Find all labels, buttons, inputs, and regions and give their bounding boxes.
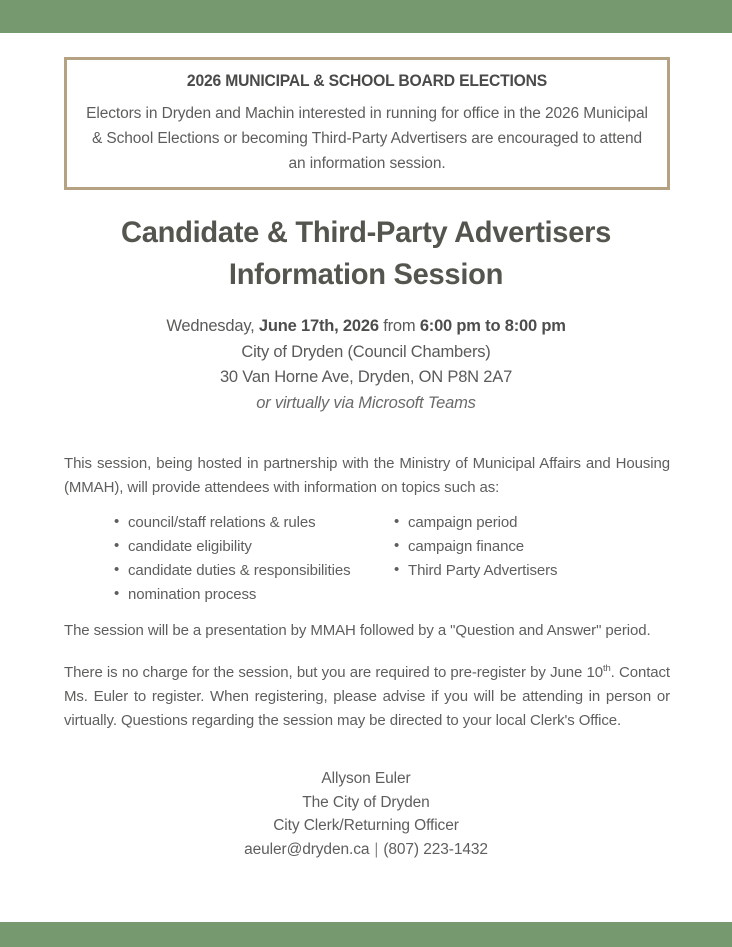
list-item: • candidate duties & responsibilities	[114, 559, 378, 583]
page-title	[50, 212, 682, 296]
bottom-accent-band	[0, 922, 732, 947]
topics-column-left	[64, 511, 378, 607]
list-item: • council/staff relations & rules	[114, 511, 378, 535]
registration-text-part-2: . Contact Ms. Euler to register. When registering, please advise if you will be attending in person or virtually. Questions regarding the session may be directed to your local Clerk's Office.	[64, 664, 670, 729]
event-date-prefix: Wednesday,	[166, 317, 255, 335]
contact-email[interactable]: aeuler@dryden.ca	[244, 840, 370, 858]
registration-paragraph	[64, 661, 670, 733]
event-venue: City of Dryden (Council Chambers)	[241, 342, 491, 361]
contact-separator: |	[374, 840, 379, 858]
registration-text-part-1: There is no charge for the session, but you are required to pre-register by June 10	[64, 664, 603, 681]
list-item: • campaign finance	[394, 535, 668, 559]
header-callout-body: Electors in Dryden and Machin interested in running for office in the 2026 Municipal & School Elections or becoming Third-Party Advertisers are encouraged to attend an information session.	[86, 105, 648, 172]
event-date-middle: from	[383, 317, 416, 335]
page-title-line-1: Candidate & Third-Party Advertisers	[120, 216, 612, 249]
header-callout-title: 2026 MUNICIPAL & SCHOOL BOARD ELECTIONS	[186, 72, 548, 90]
list-item: • candidate eligibility	[114, 535, 378, 559]
header-callout-box	[64, 57, 670, 190]
contact-signature-block	[40, 767, 692, 861]
body-content	[64, 452, 670, 733]
event-address: 30 Van Horne Ave, Dryden, ON P8N 2A7	[219, 368, 513, 386]
intro-paragraph: This session, being hosted in partnership with the Ministry of Municipal Affairs and Housing (MMAH), will provide attendees with information on topics such as:	[64, 455, 670, 496]
list-item: • nomination process	[114, 583, 378, 607]
session-format-paragraph: The session will be a presentation by MMAH followed by a "Question and Answer" period.	[64, 622, 651, 639]
event-datetime-line	[40, 314, 692, 340]
list-item: • Third Party Advertisers	[394, 559, 668, 583]
topics-list	[64, 511, 670, 607]
event-virtual-option: or virtually via Microsoft Teams	[256, 393, 476, 412]
flyer-page	[0, 57, 732, 861]
contact-line	[40, 838, 692, 862]
top-accent-band	[0, 0, 732, 33]
event-date: June 17th, 2026	[258, 317, 379, 335]
event-time: 6:00 pm to 8:00 pm	[419, 317, 566, 335]
contact-role: City Clerk/Returning Officer	[273, 817, 459, 834]
list-item: • campaign period	[394, 511, 668, 535]
contact-phone[interactable]: (807) 223-1432	[383, 840, 488, 858]
date-ordinal-suffix: th	[602, 663, 611, 674]
contact-organization: The City of Dryden	[302, 793, 430, 811]
page-title-line-2: Information Session	[228, 258, 504, 291]
event-details	[40, 314, 692, 416]
topics-column-right	[378, 511, 668, 607]
contact-name: Allyson Euler	[321, 770, 411, 787]
